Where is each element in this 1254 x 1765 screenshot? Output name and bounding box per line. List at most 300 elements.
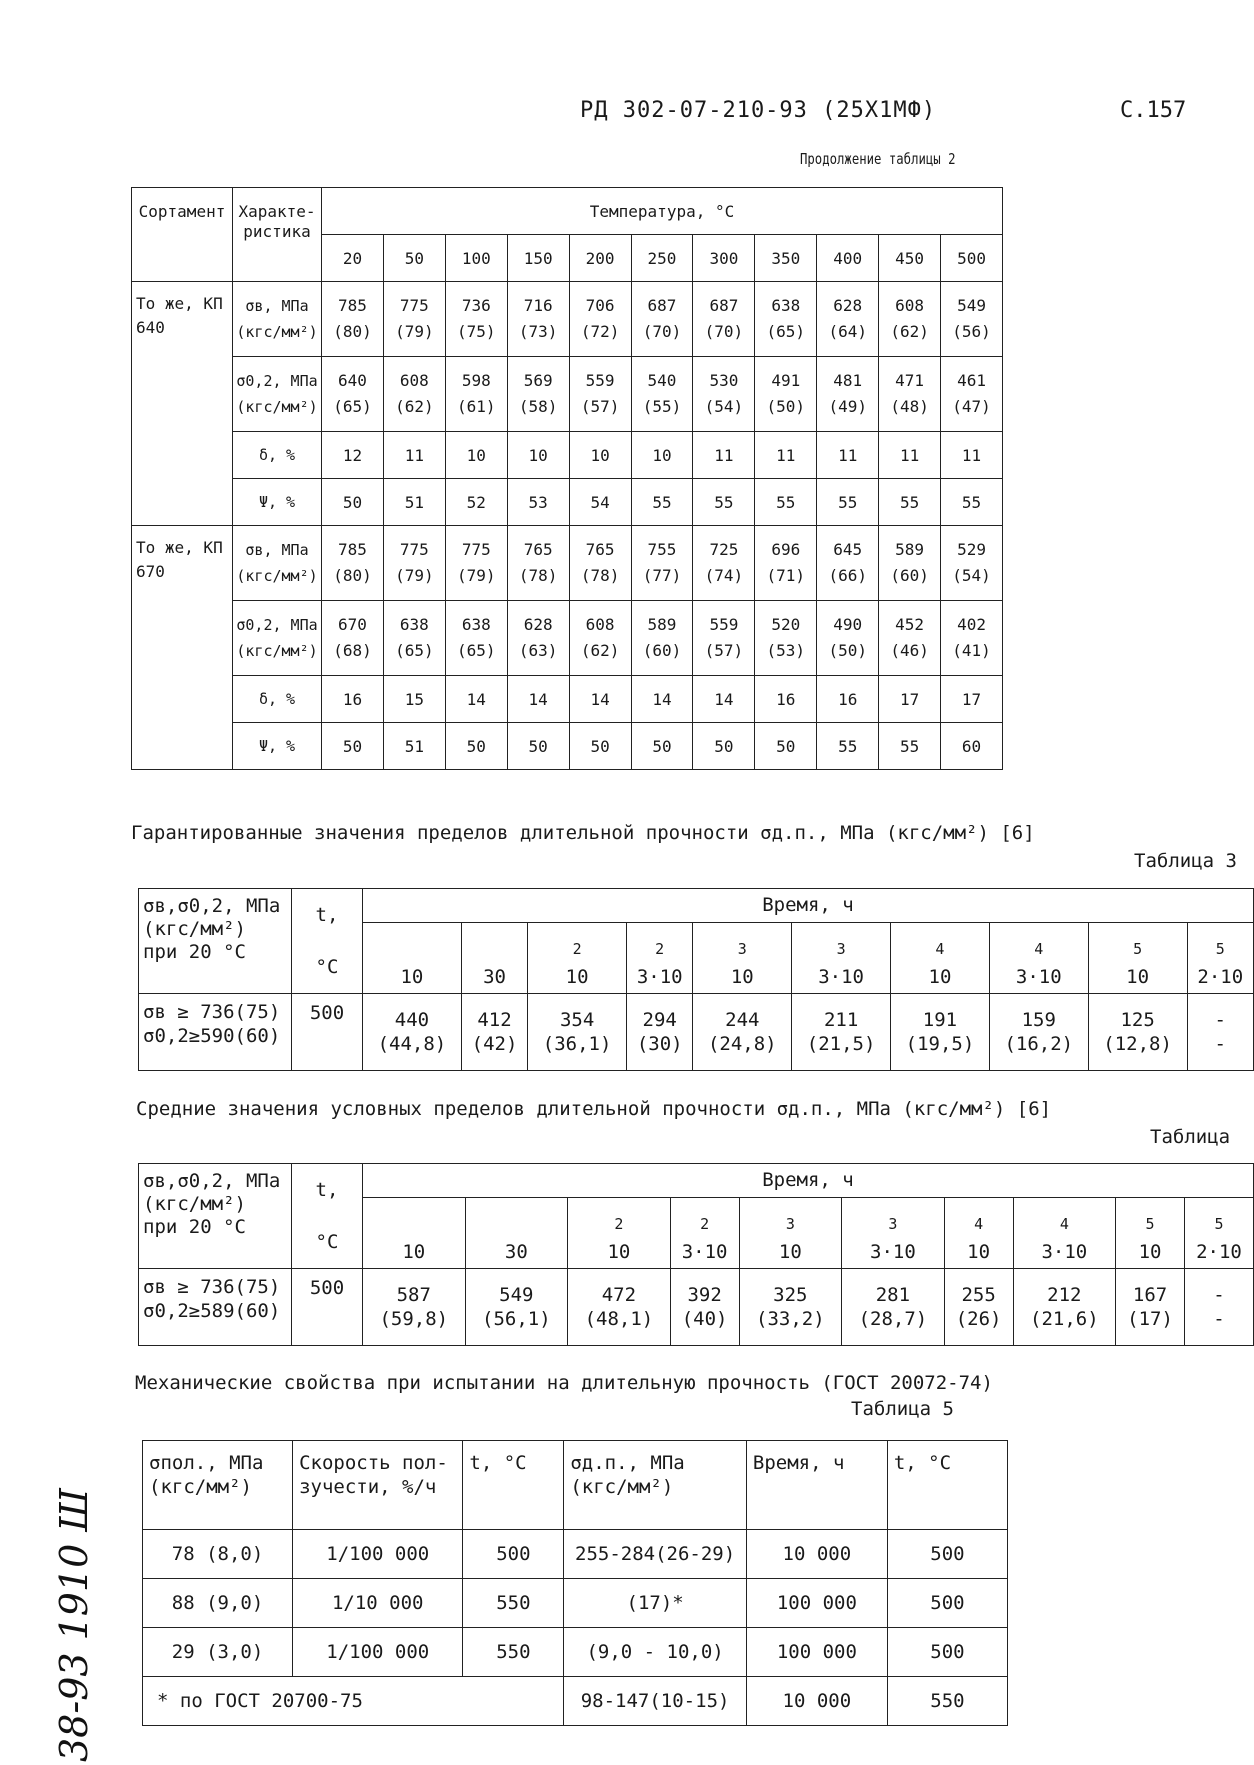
time-exponent: 3 xyxy=(785,1214,795,1233)
value: 706 xyxy=(585,296,615,315)
value-cell xyxy=(1088,994,1187,1071)
value-cell: 50 xyxy=(693,723,755,770)
value-cell xyxy=(879,526,941,601)
value-cell xyxy=(445,601,507,676)
value: 559 xyxy=(709,615,739,634)
characteristic-cell: δ, % xyxy=(233,676,322,723)
strength-header-line: (кгс/мм²) xyxy=(143,918,246,940)
value: 294 xyxy=(642,1009,677,1031)
time-header: Время, ч xyxy=(363,1164,1254,1198)
time-value: 10 xyxy=(730,966,754,988)
value-cell xyxy=(941,601,1003,676)
value-cell xyxy=(842,1269,945,1346)
value-cell xyxy=(322,282,384,357)
value-cell: 16 xyxy=(755,676,817,723)
value-kgf: (36,1) xyxy=(542,1033,612,1055)
value: 167 xyxy=(1132,1284,1168,1306)
time-value: 30 xyxy=(483,966,506,988)
value: 687 xyxy=(709,296,739,315)
characteristic-cell: Ψ, % xyxy=(233,479,322,526)
assortment-cell: То же, КП 640 xyxy=(132,282,233,526)
value: 587 xyxy=(396,1284,431,1306)
value-cell: (9,0 - 10,0) xyxy=(564,1628,747,1677)
strength-header-line: σв,σ0,2, МПа xyxy=(143,895,281,917)
value-kgf: (17) xyxy=(1127,1308,1173,1330)
value-kgf: (65) xyxy=(333,397,372,416)
value-cell: 11 xyxy=(879,432,941,479)
table-5 xyxy=(142,1440,1008,1726)
time-value: 10 xyxy=(607,1241,631,1263)
value-cell: 55 xyxy=(879,723,941,770)
value-cell xyxy=(363,1269,466,1346)
value-cell xyxy=(445,282,507,357)
characteristic-cell: Ψ, % xyxy=(233,723,322,770)
value-cell xyxy=(989,994,1088,1071)
table-4-label: Таблица xyxy=(1150,1126,1231,1148)
table-row xyxy=(132,282,1003,357)
value: 696 xyxy=(771,540,801,559)
column-header: Скорость пол-зучести, %/ч xyxy=(293,1441,463,1530)
time-cell xyxy=(461,922,527,993)
value-cell xyxy=(941,282,1003,357)
value: 211 xyxy=(823,1009,859,1031)
value: 461 xyxy=(957,371,986,390)
time-cell xyxy=(465,1197,568,1268)
time-exponent: 2 xyxy=(572,939,582,958)
value-kgf: (54) xyxy=(704,397,744,416)
value-cell xyxy=(792,994,891,1071)
value-kgf: (62) xyxy=(890,322,929,341)
column-header: σпол., МПа (кгс/мм²) xyxy=(143,1441,293,1530)
value-kgf: - xyxy=(1214,1033,1226,1055)
value-kgf: (68) xyxy=(333,641,372,660)
page-number: С.157 xyxy=(1120,98,1187,123)
value-kgf: (66) xyxy=(828,566,867,585)
value-kgf: (55) xyxy=(642,397,682,416)
value-cell xyxy=(670,1269,739,1346)
time-value: 2·10 xyxy=(1196,1241,1242,1263)
temp-header: 20 xyxy=(322,235,384,282)
time-value: 3·10 xyxy=(1015,966,1062,988)
table-row xyxy=(132,723,1003,770)
value-kgf: (50) xyxy=(766,397,806,416)
value-cell xyxy=(383,601,445,676)
value: 640 xyxy=(338,371,367,390)
assortment-cell: То же, КП 670 xyxy=(132,526,233,770)
column-header: t, °С xyxy=(887,1441,1007,1530)
value: 540 xyxy=(647,371,677,390)
value-kgf: (19,5) xyxy=(905,1033,975,1055)
value-kgf: (53) xyxy=(766,641,806,660)
value-cell: 10 xyxy=(507,432,569,479)
value-cell xyxy=(817,601,879,676)
value: 281 xyxy=(875,1284,911,1306)
time-exponent: 2 xyxy=(614,1214,624,1233)
value-cell xyxy=(941,357,1003,432)
value-cell: 53 xyxy=(507,479,569,526)
value-kgf: (28,7) xyxy=(858,1308,928,1330)
value-cell: 55 xyxy=(817,479,879,526)
value: 481 xyxy=(833,371,863,390)
value: 628 xyxy=(833,296,863,315)
time-value: 10 xyxy=(928,966,952,988)
time-exponent: 3 xyxy=(737,939,747,958)
value-cell: 50 xyxy=(569,723,631,770)
temp-header-unit: °С xyxy=(315,1231,339,1253)
value-cell: 1/100 000 xyxy=(293,1628,463,1677)
condition-line: σв ≥ 736(75) xyxy=(143,1276,281,1298)
temp-value: 500 xyxy=(292,994,363,1071)
temp-header: 300 xyxy=(693,235,755,282)
time-value: 3·10 xyxy=(636,966,683,988)
value-cell xyxy=(383,357,445,432)
value-cell: 55 xyxy=(631,479,693,526)
value: 354 xyxy=(559,1009,595,1031)
value-cell xyxy=(879,282,941,357)
value-cell: 500 xyxy=(463,1530,564,1579)
value: 638 xyxy=(399,615,429,634)
value-kgf: (26) xyxy=(955,1308,1002,1330)
value-cell: 55 xyxy=(941,479,1003,526)
value: 520 xyxy=(771,615,801,634)
value-cell: 10 xyxy=(445,432,507,479)
value-cell: 1/100 000 xyxy=(293,1530,463,1579)
value: 325 xyxy=(773,1284,808,1306)
handwritten-note: 38-93 1910 Ш xyxy=(52,1488,96,1762)
value-kgf: (65) xyxy=(395,641,434,660)
value-cell xyxy=(1116,1269,1185,1346)
time-value: 3·10 xyxy=(870,1241,916,1263)
strength-header-line: при 20 °С xyxy=(143,941,246,963)
temp-value: 500 xyxy=(292,1269,363,1346)
value: 471 xyxy=(895,371,925,390)
value: 491 xyxy=(771,371,801,390)
value-kgf: (54) xyxy=(952,566,991,585)
time-cell xyxy=(944,1197,1013,1268)
value-cell: 550 xyxy=(887,1677,1007,1726)
table-5-caption: Механические свойства при испытании на длительную прочность (ГОСТ 20072-74) xyxy=(135,1372,993,1394)
time-exponent: 2 xyxy=(655,939,665,958)
value-cell: 11 xyxy=(817,432,879,479)
table-row xyxy=(132,676,1003,723)
value-cell xyxy=(944,1269,1013,1346)
value-cell xyxy=(445,526,507,601)
value-cell: 500 xyxy=(887,1579,1007,1628)
value-cell: 1/10 000 xyxy=(293,1579,463,1628)
value: 440 xyxy=(394,1009,430,1031)
value-cell: 50 xyxy=(322,723,384,770)
characteristic-cell: δ, % xyxy=(233,432,322,479)
value-kgf: (79) xyxy=(395,566,434,585)
temp-header: 350 xyxy=(755,235,817,282)
value-cell: 78 (8,0) xyxy=(143,1530,293,1579)
value-kgf: (44,8) xyxy=(377,1033,447,1055)
value: 598 xyxy=(461,371,491,390)
value: 159 xyxy=(1021,1009,1056,1031)
value: 775 xyxy=(399,296,429,315)
value-cell: 50 xyxy=(507,723,569,770)
table-row xyxy=(139,994,1254,1071)
value-kgf: (80) xyxy=(333,566,372,585)
value-cell: 50 xyxy=(631,723,693,770)
temp-header: 150 xyxy=(507,235,569,282)
time-cell xyxy=(528,922,627,993)
value-cell xyxy=(322,357,384,432)
value-cell xyxy=(755,526,817,601)
value: 736 xyxy=(461,296,491,315)
value-kgf: (30) xyxy=(636,1033,683,1055)
value-cell: 11 xyxy=(941,432,1003,479)
value: 569 xyxy=(523,371,553,390)
value-cell: 51 xyxy=(383,723,445,770)
condition-line: σ0,2≥589(60) xyxy=(143,1300,281,1322)
value-cell: 14 xyxy=(507,676,569,723)
value-cell xyxy=(631,601,693,676)
table-row xyxy=(132,526,1003,601)
header-assortment: Сортамент xyxy=(132,188,233,282)
value: 392 xyxy=(687,1284,722,1306)
table-3 xyxy=(138,888,1254,1071)
value-kgf: (21,6) xyxy=(1030,1308,1099,1330)
value-kgf: - xyxy=(1213,1308,1225,1330)
value-cell: 255-284(26-29) xyxy=(564,1530,747,1579)
time-cell xyxy=(363,1197,466,1268)
value-kgf: (78) xyxy=(518,566,558,585)
value: 628 xyxy=(523,615,553,634)
value-cell xyxy=(322,601,384,676)
condition-line: σв ≥ 736(75) xyxy=(143,1001,281,1023)
value-cell: 11 xyxy=(383,432,445,479)
value-cell xyxy=(507,526,569,601)
strength-header xyxy=(139,889,292,994)
value-kgf: (77) xyxy=(642,566,682,585)
value-cell xyxy=(755,357,817,432)
value-kgf: (21,5) xyxy=(806,1033,876,1055)
value: 755 xyxy=(647,540,677,559)
value-kgf: (78) xyxy=(580,566,620,585)
value-cell xyxy=(817,526,879,601)
value-kgf: (72) xyxy=(580,322,620,341)
characteristic-cell: σ0,2, МПа (кгс/мм²) xyxy=(233,357,322,432)
header-temperature: Температура, °С xyxy=(322,188,1003,235)
condition-cell xyxy=(139,994,292,1071)
value-cell: 17 xyxy=(941,676,1003,723)
value: 765 xyxy=(585,540,615,559)
value-cell: (17)* xyxy=(564,1579,747,1628)
value: 530 xyxy=(709,371,739,390)
table-row xyxy=(132,432,1003,479)
value-kgf: (42) xyxy=(471,1033,518,1055)
value: 638 xyxy=(771,296,801,315)
value-cell xyxy=(569,357,631,432)
value-kgf: (58) xyxy=(518,397,558,416)
characteristic-cell: σ0,2, МПа (кгс/мм²) xyxy=(233,601,322,676)
value-cell: 55 xyxy=(755,479,817,526)
value-cell: 16 xyxy=(322,676,384,723)
time-exponent: 4 xyxy=(1034,939,1044,958)
value-cell xyxy=(693,994,792,1071)
footnote-cell: * по ГОСТ 20700-75 xyxy=(143,1677,564,1726)
value: 725 xyxy=(709,540,739,559)
time-cell xyxy=(1088,922,1187,993)
value-kgf: (16,2) xyxy=(1004,1033,1074,1055)
value: 589 xyxy=(895,540,925,559)
value: 244 xyxy=(725,1009,760,1031)
table-row xyxy=(143,1628,1008,1677)
value-cell: 12 xyxy=(322,432,384,479)
value-kgf: (73) xyxy=(518,322,558,341)
table-row xyxy=(139,1269,1254,1346)
value-cell xyxy=(569,601,631,676)
time-exponent: 3 xyxy=(888,1214,898,1233)
value-kgf: (47) xyxy=(952,397,991,416)
value-cell xyxy=(891,994,990,1071)
value-cell: 54 xyxy=(569,479,631,526)
value: 670 xyxy=(338,615,367,634)
table-5-label: Таблица 5 xyxy=(851,1398,954,1420)
value: 775 xyxy=(461,540,491,559)
time-cell xyxy=(1116,1197,1185,1268)
value-kgf: (70) xyxy=(642,322,682,341)
value-cell xyxy=(507,601,569,676)
value: 452 xyxy=(895,615,925,634)
value-kgf: (64) xyxy=(828,322,867,341)
value-cell: 55 xyxy=(817,723,879,770)
value-cell: 29 (3,0) xyxy=(143,1628,293,1677)
value-kgf: (48) xyxy=(890,397,929,416)
value-cell: 15 xyxy=(383,676,445,723)
value-kgf: (60) xyxy=(890,566,929,585)
value-cell xyxy=(1013,1269,1116,1346)
value-cell: 60 xyxy=(941,723,1003,770)
value: 472 xyxy=(601,1284,637,1306)
value-kgf: (56) xyxy=(952,322,991,341)
table-4 xyxy=(138,1163,1254,1346)
value: 775 xyxy=(399,540,429,559)
strength-header-line: при 20 °С xyxy=(143,1216,246,1238)
value-cell: 98-147(10-15) xyxy=(564,1677,747,1726)
value-cell: 16 xyxy=(817,676,879,723)
temp-header: 500 xyxy=(941,235,1003,282)
value-kgf: (24,8) xyxy=(707,1033,777,1055)
time-exponent: 3 xyxy=(836,939,846,958)
value-cell xyxy=(461,994,527,1071)
value: 638 xyxy=(461,615,491,634)
value-kgf: (50) xyxy=(828,641,867,660)
time-value: 2·10 xyxy=(1197,966,1244,988)
temp-header-top: t, xyxy=(315,1179,339,1201)
value-kgf: (70) xyxy=(704,322,744,341)
table-row xyxy=(132,601,1003,676)
time-cell xyxy=(568,1197,671,1268)
table-row xyxy=(132,479,1003,526)
value: 645 xyxy=(833,540,863,559)
time-exponent: 4 xyxy=(1059,1214,1069,1233)
time-cell xyxy=(891,922,990,993)
value-cell xyxy=(879,601,941,676)
table-3-caption: Гарантированные значения пределов длительной прочности σд.п., МПа (кгс/мм²) [6] xyxy=(131,822,1035,844)
column-header: t, °С xyxy=(463,1441,564,1530)
value-cell xyxy=(445,357,507,432)
time-cell xyxy=(670,1197,739,1268)
table-row xyxy=(143,1579,1008,1628)
value: 549 xyxy=(499,1284,534,1306)
value-kgf: (12,8) xyxy=(1103,1033,1172,1055)
value-kgf: (59,8) xyxy=(379,1308,449,1330)
time-value: 10 xyxy=(967,1241,991,1263)
time-value: 30 xyxy=(504,1241,528,1263)
value-cell: 50 xyxy=(322,479,384,526)
value-cell xyxy=(507,282,569,357)
value-cell: 10 000 xyxy=(746,1530,887,1579)
value-cell xyxy=(693,526,755,601)
value-cell xyxy=(879,357,941,432)
temp-header xyxy=(292,889,363,994)
temp-header-unit: °С xyxy=(315,956,339,978)
table-row xyxy=(143,1677,1008,1726)
value-cell xyxy=(631,282,693,357)
value-kgf: (40) xyxy=(681,1308,728,1330)
temp-header: 50 xyxy=(383,235,445,282)
value-cell: 100 000 xyxy=(746,1579,887,1628)
value-kgf: (62) xyxy=(580,641,620,660)
time-value: 3·10 xyxy=(1041,1241,1088,1263)
temp-header: 250 xyxy=(631,235,693,282)
value-kgf: (79) xyxy=(395,322,434,341)
value-cell xyxy=(631,357,693,432)
time-value: 3·10 xyxy=(818,966,864,988)
value: 529 xyxy=(957,540,986,559)
table-4-caption: Средние значения условных пределов длительной прочности σд.п., МПа (кгс/мм²) [6] xyxy=(136,1098,1052,1120)
value-kgf: (65) xyxy=(766,322,806,341)
time-value: 10 xyxy=(400,966,424,988)
characteristic-cell: σв, МПа (кгс/мм²) xyxy=(233,526,322,601)
time-exponent: 5 xyxy=(1215,939,1225,958)
time-value: 10 xyxy=(565,966,589,988)
time-cell xyxy=(842,1197,945,1268)
value-cell xyxy=(755,282,817,357)
value-cell: 550 xyxy=(463,1579,564,1628)
value-kgf: (61) xyxy=(457,397,496,416)
value-cell xyxy=(528,994,627,1071)
value: 125 xyxy=(1120,1009,1155,1031)
value-cell xyxy=(568,1269,671,1346)
value: 608 xyxy=(585,615,615,634)
value-kgf: (74) xyxy=(704,566,744,585)
value: 255 xyxy=(961,1284,996,1306)
time-cell xyxy=(693,922,792,993)
value: 608 xyxy=(895,296,925,315)
value-cell: 10 000 xyxy=(746,1677,887,1726)
value-cell xyxy=(941,526,1003,601)
time-value: 10 xyxy=(1126,966,1150,988)
value-cell: 14 xyxy=(631,676,693,723)
value-cell: 55 xyxy=(879,479,941,526)
value-cell: 100 000 xyxy=(746,1628,887,1677)
value-cell: 14 xyxy=(445,676,507,723)
value-cell: 550 xyxy=(463,1628,564,1677)
value: 687 xyxy=(647,296,677,315)
value-cell xyxy=(322,526,384,601)
value-kgf: (75) xyxy=(457,322,496,341)
table-continuation-label: Продолжение таблицы 2 xyxy=(800,150,956,168)
value: 785 xyxy=(338,540,367,559)
value-kgf: (80) xyxy=(333,322,372,341)
value-cell: 17 xyxy=(879,676,941,723)
value-cell xyxy=(1187,994,1253,1071)
document-code: РД 302-07-210-93 (25Х1МФ) xyxy=(580,98,937,123)
time-cell xyxy=(1187,922,1253,993)
